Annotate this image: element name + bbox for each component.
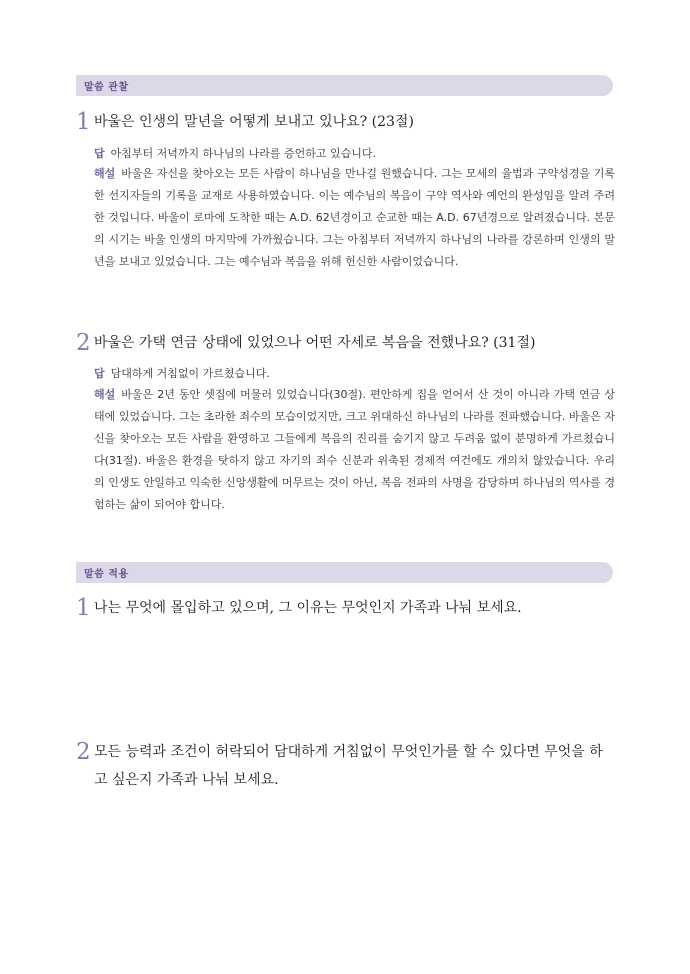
question-text: 나는 무엇에 몰입하고 있으며, 그 이유는 무엇인지 가족과 나눠 보세요.	[94, 600, 522, 616]
answer-text: 담대하게 거침없이 가르쳤습니다.	[110, 367, 270, 380]
question-text: 모든 능력과 조건이 허락되어 담대하게 거침없이 무엇인가를 할 수 있다면 무엇을 하고 싶은지 가족과 나눠 보세요.	[94, 744, 603, 788]
question-number: 1	[76, 109, 91, 135]
explanation-2	[94, 384, 615, 516]
answer-tag: 답	[94, 147, 105, 160]
explanation-text: 바울은 2년 동안 셋집에 머물러 있었습니다(30절). 편안하게 집을 얻어서 산 것이 아니라 가택 연금 상태에 있었습니다. 그는 초라한 죄수의 모습이었지만, 크고 위대하신 하나님의 나라를 전파했습니다. 바울은 자신을 찾아오는 모든 사람을 환영하고 그들에게 복음의 진리를 숨기지 않고 두려움 없이 분명하게 가르쳤습니다(31절). 바울은 환경을 탓하지 않고 자기의 죄수 신분과 위축된 경제적 여건에도 개의치 않았습니다. 우리의 인생도 안일하고 익숙한 신앙생활에 머무르는 것이 아닌, 복음 전파의 사명을 감당하며 하나님의 역사를 경험하는 삶이 되어야 합니다.	[94, 388, 615, 511]
question-text: 바울은 가택 연금 상태에 있었으나 어떤 자세로 복음을 전했나요? (31절)	[94, 335, 536, 351]
explanation-1	[94, 163, 615, 273]
question-text: 바울은 인생의 말년을 어떻게 보내고 있나요? (23절)	[94, 114, 414, 130]
explanation-tag: 해설	[94, 167, 116, 180]
answer-text: 아침부터 저녁까지 하나님의 나라를 증언하고 있습니다.	[110, 147, 377, 160]
question-number: 1	[76, 595, 91, 621]
answer-1	[94, 145, 614, 161]
explanation-tag: 해설	[94, 388, 116, 401]
section-header-label: 말씀 적용	[84, 569, 129, 580]
explanation-text: 바울은 자신을 찾아오는 모든 사람이 하나님을 만나길 원했습니다. 그는 모세의 율법과 구약성경을 기록한 선지자들의 기록을 교재로 사용하였습니다. 이는 예수님의 복음이 구약 역사와 예언의 완성임을 알려 주려 한 것입니다. 바울이 로마에 도착한 때는 A.D. 62년경이고 순교한 때는 A.D. 67년경으로 알려졌습니다. 본문의 시기는 바울 인생의 마지막에 가까웠습니다. 그는 아침부터 저녁까지 하나님의 나라를 강론하며 인생의 말년을 보내고 있었습니다. 그는 예수님과 복음을 위해 헌신한 사람이었습니다.	[94, 167, 615, 268]
answer-tag: 답	[94, 367, 105, 380]
section-header-label: 말씀 관찰	[84, 82, 129, 93]
section-header-observe	[76, 75, 613, 96]
question-number: 2	[76, 330, 91, 356]
section-header-apply	[76, 562, 613, 583]
answer-2	[94, 365, 614, 381]
question-number: 2	[76, 739, 91, 765]
